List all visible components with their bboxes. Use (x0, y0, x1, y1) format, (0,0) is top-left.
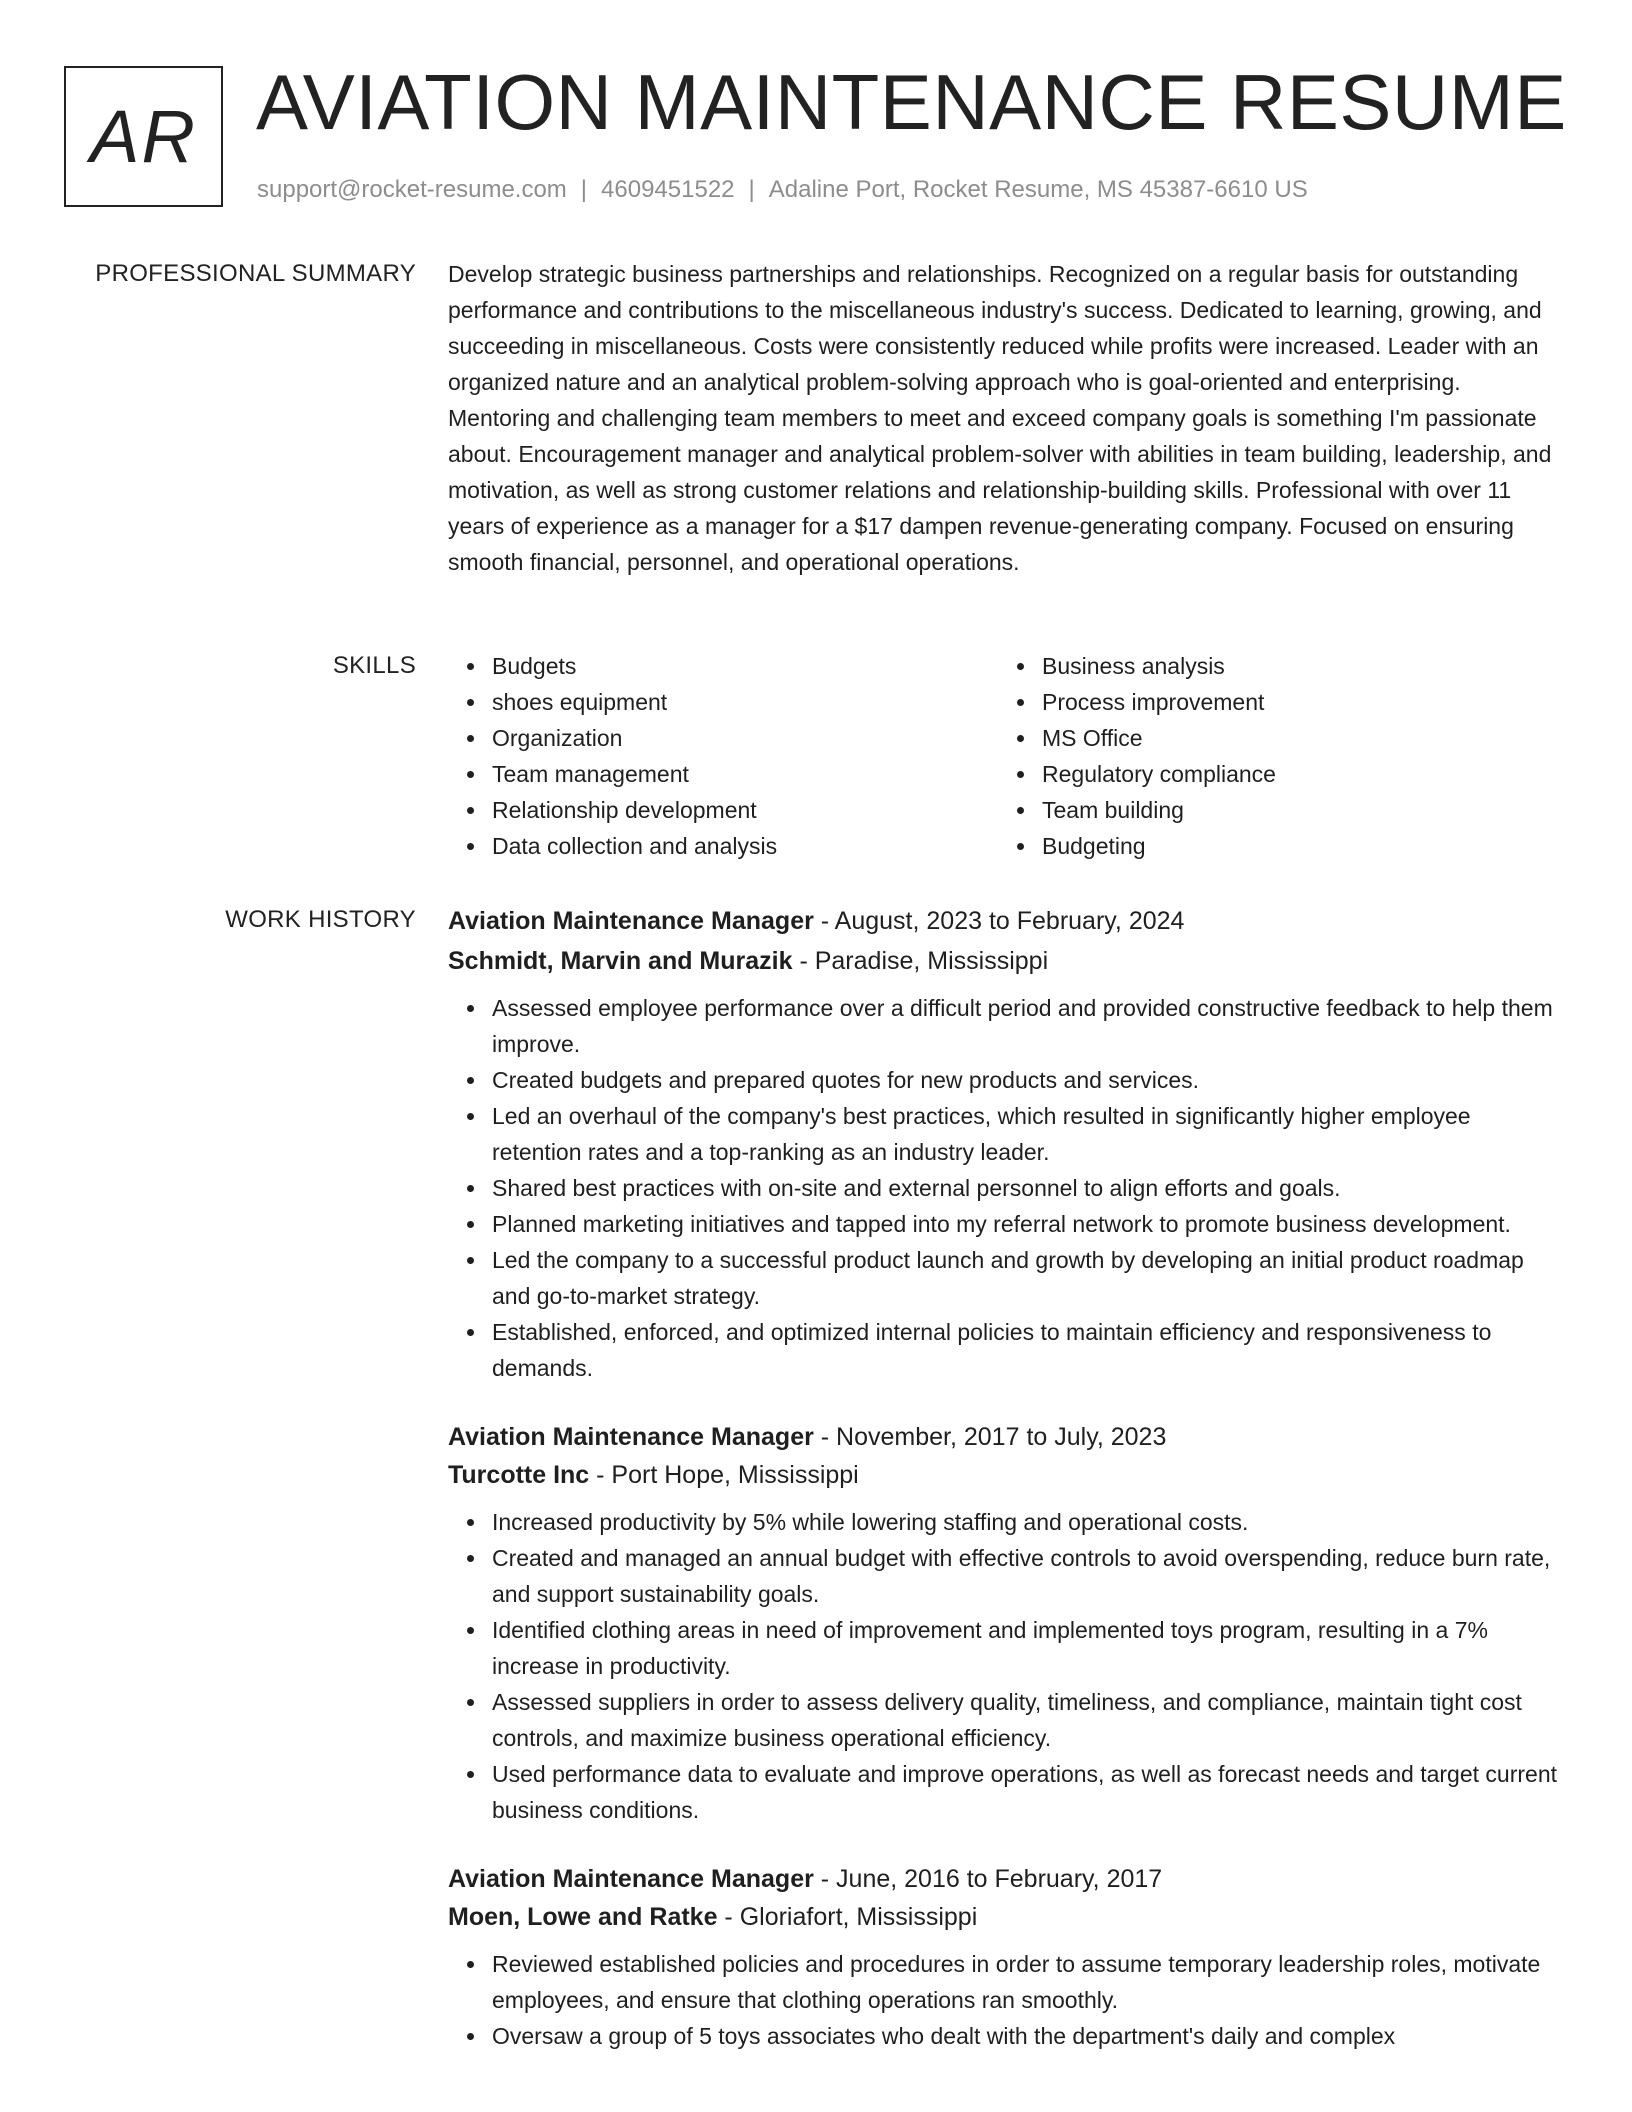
skills-body (448, 648, 1560, 864)
summary-text: Develop strategic business partnerships and relationships. Recognized on a regular basis for outstanding performance and contributions to the miscellaneous industry's success. Dedicated to learning, growing, and succeeding in miscellaneous. Costs were consistently reduced while profits were increased. Leader with an organized nature and an analytical problem-solving approach who is goal-oriented and enterprising. Mentoring and challenging team members to meet and exceed company goals is something I'm passionate about. Encouragement manager and analytical problem-solver with abilities in team building, leadership, and motivation, as well as strong customer relations and relationship-building skills. Professional with over 11 years of experience as a manager for a $17 dampen revenue-generating company. Focused on ensuring smooth financial, personnel, and operational operations. (448, 261, 1552, 575)
job-bullet: Reviewed established policies and procedures in order to assume temporary leadership roles, motivate employees, and ensure that clothing operations ran smoothly. (492, 1946, 1560, 2018)
contact-separator: | (580, 176, 588, 203)
job-bullet: Led the company to a successful product launch and growth by developing an initial product roadmap and go-to-market strategy. (492, 1242, 1560, 1314)
job-bullet: Assessed employee performance over a difficult period and provided constructive feedback to help them improve. (492, 990, 1560, 1062)
skill-item: Relationship development (492, 792, 998, 828)
job-bullet: Shared best practices with on-site and external personnel to align efforts and goals. (492, 1170, 1560, 1206)
job-location: - Port Hope, Mississippi (589, 1461, 859, 1489)
job-dates: - August, 2023 to February, 2024 (813, 907, 1185, 935)
contact-separator: | (748, 176, 755, 203)
job-bullet: Planned marketing initiatives and tapped into my referral network to promote business development. (492, 1206, 1560, 1242)
job-bullet-list (448, 1504, 1560, 1828)
contact-address: Adaline Port, Rocket Resume, MS 45387-6610 US (768, 176, 1308, 203)
summary-body (448, 256, 1560, 580)
job-bullet: Established, enforced, and optimized internal policies to maintain efficiency and responsiveness to demands. (492, 1314, 1560, 1386)
skill-item: Organization (492, 720, 998, 756)
contact-email: support@rocket-resume.com (257, 176, 567, 203)
job-company-line (448, 1898, 1560, 1936)
work-history-body (448, 902, 1560, 2054)
resume-title: AVIATION MAINTENANCE RESUME (256, 58, 1567, 146)
job-bullet: Oversaw a group of 5 toys associates who dealt with the department's daily and complex (492, 2018, 1560, 2054)
skill-item: Team management (492, 756, 998, 792)
skill-item: Business analysis (1042, 648, 1548, 684)
job-location: - Paradise, Mississippi (792, 947, 1049, 975)
contact-phone: 4609451522 (601, 176, 735, 203)
job-bullet: Identified clothing areas in need of improvement and implemented toys program, resulting in a 7% increase in productivity. (492, 1612, 1560, 1684)
job-title-line (448, 1418, 1560, 1456)
skill-item: Budgets (492, 648, 998, 684)
job-title: Aviation Maintenance Manager (448, 907, 814, 935)
job-bullet-list (448, 1946, 1560, 2054)
job-entry (448, 902, 1560, 1386)
job-entry (448, 1860, 1560, 2054)
skill-item: Regulatory compliance (1042, 756, 1548, 792)
skills-heading: SKILLS (332, 652, 416, 679)
job-bullet: Used performance data to evaluate and improve operations, as well as forecast needs and target current business conditions. (492, 1756, 1560, 1828)
work-history-heading: WORK HISTORY (225, 906, 416, 933)
skill-item: Team building (1042, 792, 1548, 828)
summary-heading: PROFESSIONAL SUMMARY (95, 260, 416, 287)
monogram-box (64, 66, 223, 207)
job-title: Aviation Maintenance Manager (448, 1865, 814, 1893)
job-entry (448, 1418, 1560, 1828)
skills-columns (448, 648, 1560, 864)
job-company: Moen, Lowe and Ratke (448, 1903, 718, 1931)
job-company: Turcotte Inc (448, 1461, 590, 1489)
job-title-line (448, 1860, 1560, 1898)
job-bullet: Created budgets and prepared quotes for new products and services. (492, 1062, 1560, 1098)
job-bullet: Led an overhaul of the company's best practices, which resulted in significantly higher employee retention rates and a top-ranking as an industry leader. (492, 1098, 1560, 1170)
job-title: Aviation Maintenance Manager (448, 1423, 814, 1451)
skill-item: Process improvement (1042, 684, 1548, 720)
job-bullet: Increased productivity by 5% while lowering staffing and operational costs. (492, 1504, 1560, 1540)
job-location: - Gloriafort, Mississippi (717, 1903, 978, 1931)
skill-item: shoes equipment (492, 684, 998, 720)
contact-line (257, 174, 1308, 206)
job-company-line (448, 942, 1560, 980)
job-bullet: Assessed suppliers in order to assess delivery quality, timeliness, and compliance, maintain tight cost controls, and maximize business operational efficiency. (492, 1684, 1560, 1756)
monogram-initials: AR (90, 94, 197, 178)
job-company: Schmidt, Marvin and Murazik (448, 947, 793, 975)
job-title-line (448, 902, 1560, 940)
skill-item: Data collection and analysis (492, 828, 998, 864)
skills-list-left (448, 648, 998, 864)
job-company-line (448, 1456, 1560, 1494)
job-dates: - June, 2016 to February, 2017 (813, 1865, 1163, 1893)
skill-item: Budgeting (1042, 828, 1548, 864)
skill-item: MS Office (1042, 720, 1548, 756)
job-dates: - November, 2017 to July, 2023 (813, 1423, 1167, 1451)
job-bullet-list (448, 990, 1560, 1386)
skills-list-right (998, 648, 1548, 864)
job-bullet: Created and managed an annual budget with effective controls to avoid overspending, reduce burn rate, and support sustainability goals. (492, 1540, 1560, 1612)
